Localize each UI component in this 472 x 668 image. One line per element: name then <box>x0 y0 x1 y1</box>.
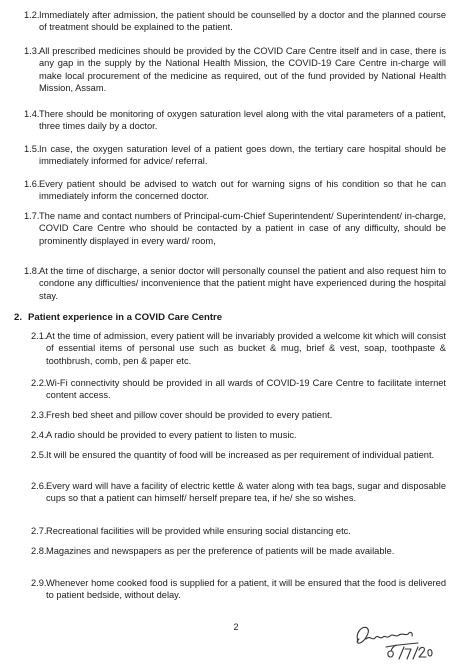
list-item <box>31 330 446 367</box>
list-item <box>31 377 446 402</box>
page-number: 2 <box>233 622 239 632</box>
item-text: Wi-Fi connectivity should be provided in all wards of COVID-19 Care Centre to facilitate internet content access. <box>46 378 446 401</box>
list-item <box>24 265 446 302</box>
list-item <box>31 409 446 421</box>
section-heading <box>14 312 222 324</box>
item-text: At the time of admission, every patient will be invariably provided a welcome kit which will consist of essential items of personal use such as bucket & mug, brief & vest, soap, toothpaste & toothbrush, comb, pen & paper etc. <box>46 331 446 366</box>
item-number: 2.9. <box>31 578 47 588</box>
item-number: 2.3. <box>31 410 47 420</box>
item-text: It will be ensured the quantity of food will be increased as per requirement of individual patient. <box>46 450 435 460</box>
item-text: Recreational facilities will be provided while ensuring social distancing etc. <box>46 526 351 536</box>
item-text: In case, the oxygen saturation level of a patient goes down, the tertiary care hospital should be immediately informed for advice/ referral. <box>39 144 446 167</box>
item-number: 1.7. <box>24 211 40 221</box>
item-text: Every ward will have a facility of electric kettle & water along with tea bags, sugar and disposable cups so that a patient can himself/ herself prepare tea, if he/ she so wishes. <box>46 481 446 504</box>
list-item <box>31 577 446 602</box>
section-number: 2. <box>14 312 23 323</box>
item-number: 2.5. <box>31 450 47 460</box>
item-text: Whenever home cooked food is supplied for a patient, it will be ensured that the food is delivered to patient bedside, without delay. <box>46 578 446 601</box>
item-number: 2.2. <box>31 378 47 388</box>
list-item <box>31 429 446 441</box>
item-number: 1.8. <box>24 266 40 276</box>
item-text: The name and contact numbers of Principal-cum-Chief Superintendent/ Superintendent/ in-charge, COVID Care Centre who should be contacted by a patient in case of any difficulty, should be prominently displayed in every ward/ room, <box>39 211 446 246</box>
item-number: 1.3. <box>24 46 40 56</box>
list-item <box>24 108 446 133</box>
section-title: Patient experience in a COVID Care Centre <box>28 312 223 323</box>
item-text: Fresh bed sheet and pillow cover should be provided to every patient. <box>46 410 333 420</box>
item-number: 2.8. <box>31 546 47 556</box>
item-text: A radio should be provided to every patient to listen to music. <box>46 430 297 440</box>
item-number: 2.4. <box>31 430 47 440</box>
list-item <box>24 9 446 34</box>
item-text: At the time of discharge, a senior doctor will personally counsel the patient and also request him to condone any difficulties/ inconvenience that the patient might have experienced during the hospital stay. <box>39 266 446 301</box>
item-text: Immediately after admission, the patient should be counselled by a doctor and the planned course of treatment should be explained to the patient. <box>39 10 446 33</box>
item-number: 1.2. <box>24 10 40 20</box>
list-item <box>24 210 446 247</box>
item-number: 1.5. <box>24 144 40 154</box>
list-item <box>24 143 446 168</box>
list-item <box>31 525 446 537</box>
item-number: 1.6. <box>24 179 40 189</box>
item-text: Magazines and newspapers as per the preference of patients will be made available. <box>46 546 395 556</box>
item-number: 2.7. <box>31 526 47 536</box>
list-item <box>31 449 446 461</box>
list-item <box>24 45 446 94</box>
signature-image <box>350 615 440 663</box>
item-number: 1.4. <box>24 109 40 119</box>
item-text: Every patient should be advised to watch out for warning signs of his condition so that he can immediately inform the concerned doctor. <box>39 179 446 202</box>
list-item <box>31 480 446 505</box>
list-item <box>24 178 446 203</box>
item-text: There should be monitoring of oxygen saturation level along with the vital parameters of a patient, three times daily by a doctor. <box>39 109 446 132</box>
item-number: 2.6. <box>31 481 47 491</box>
item-number: 2.1. <box>31 331 47 341</box>
list-item <box>31 545 446 557</box>
item-text: All prescribed medicines should be provided by the COVID Care Centre itself and in case, there is any gap in the supply by the National Health Mission, the COVID-19 Care Centre in-charge will make local procurement of the medicine as required, out of the fund provided by National Health Mission, Assam. <box>39 46 446 93</box>
